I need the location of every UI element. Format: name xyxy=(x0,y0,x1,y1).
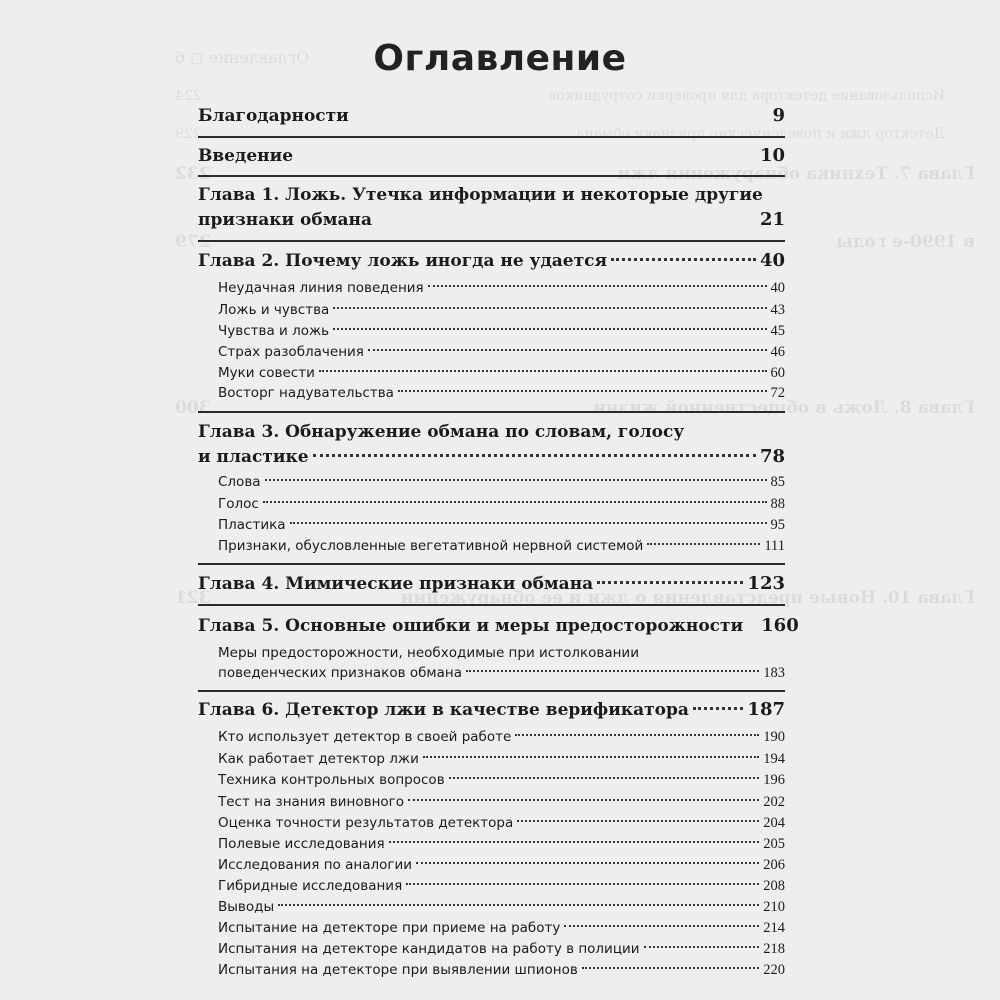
section-label: Слова xyxy=(218,474,261,490)
section-page: 88 xyxy=(770,496,785,512)
section-page: 204 xyxy=(763,815,785,831)
section-entry[interactable] xyxy=(218,470,785,494)
show-through-line: Детектор лжи и поведенческие признаки обмана 229 xyxy=(175,126,945,142)
section-page: 111 xyxy=(764,538,785,554)
section-page: 95 xyxy=(770,517,785,533)
section-label: Муки совести xyxy=(218,365,315,381)
divider-rule xyxy=(198,411,785,413)
dot-leader xyxy=(515,734,759,736)
section-page: 220 xyxy=(763,962,785,978)
toc-entry-label: Введение xyxy=(198,146,294,166)
section-label: Испытание на детекторе при приеме на работу xyxy=(218,920,561,936)
chapter-4-title: Глава 4. Мимические признаки обмана xyxy=(198,574,594,594)
dot-leader xyxy=(406,883,759,885)
section-label: Чувства и ложь xyxy=(218,323,330,339)
chapter-5-title: Глава 5. Основные ошибки и меры предосторожности xyxy=(198,616,744,636)
divider-rule xyxy=(198,690,785,692)
chapter-5-entry[interactable] xyxy=(198,614,799,638)
section-label: Исследования по аналогии xyxy=(218,857,412,873)
chapter-3-page: 78 xyxy=(759,446,785,467)
section-page: 72 xyxy=(770,385,785,401)
chapter-1-page: 21 xyxy=(759,209,785,230)
section-label: Кто использует детектор в своей работе xyxy=(218,729,512,745)
chapter-3-title-line2: и пластике xyxy=(198,447,309,467)
section-label: Техника контрольных вопросов xyxy=(218,772,445,788)
section-label: Неудачная линия поведения xyxy=(218,280,424,296)
section-label: Признаки, обусловленные вегетативной нервной системой xyxy=(218,538,644,554)
section-page: 206 xyxy=(763,857,785,873)
section-page: 60 xyxy=(770,365,785,381)
show-through-line: Глава 8. Ложь в общественной жизни 300 xyxy=(175,398,975,418)
section-label: поведенческих признаков обмана xyxy=(218,665,462,681)
dot-leader xyxy=(611,258,756,261)
section-entry-line1[interactable]: Меры предосторожности, необходимые при истолковании xyxy=(218,645,639,661)
dot-leader xyxy=(290,522,767,524)
section-label: Ложь и чувства xyxy=(218,302,330,318)
page-title: Оглавление xyxy=(373,38,627,79)
section-page: 43 xyxy=(770,302,785,318)
chapter-1-title-line1[interactable]: Глава 1. Ложь. Утечка информации и некоторые другие xyxy=(198,185,763,205)
section-page: 210 xyxy=(763,899,785,915)
section-entry[interactable] xyxy=(218,276,785,300)
dot-leader xyxy=(597,581,743,584)
dot-leader xyxy=(564,925,759,927)
divider-rule xyxy=(198,175,785,177)
chapter-4-page: 123 xyxy=(747,573,785,594)
section-page: 45 xyxy=(770,323,785,339)
section-page: 40 xyxy=(770,280,785,296)
section-page: 196 xyxy=(763,772,785,788)
section-page: 208 xyxy=(763,878,785,894)
show-through-line: Глава 10. Новые представления о лжи и ее обнаружении 321 xyxy=(175,588,975,608)
section-label: Оценка точности результатов детектора xyxy=(218,815,514,831)
dot-leader xyxy=(582,967,759,969)
section-label: Голос xyxy=(218,496,259,512)
chapter-2-title: Глава 2. Почему ложь иногда не удается xyxy=(198,251,608,271)
section-entry[interactable] xyxy=(218,534,785,558)
divider-rule xyxy=(198,240,785,242)
chapter-6-entry[interactable] xyxy=(198,698,785,722)
chapter-4-entry[interactable] xyxy=(198,572,785,596)
chapter-2-entry[interactable] xyxy=(198,249,785,273)
dot-leader xyxy=(517,820,759,822)
chapter-3-entry[interactable] xyxy=(198,445,785,469)
section-label: Восторг надувательства xyxy=(218,385,394,401)
section-label: Страх разоблачения xyxy=(218,344,364,360)
section-label: Как работает детектор лжи xyxy=(218,751,419,767)
dot-leader xyxy=(319,370,767,372)
chapter-6-page: 187 xyxy=(747,699,785,720)
section-entry[interactable] xyxy=(218,768,785,792)
section-label: Пластика xyxy=(218,517,286,533)
section-label: Выводы xyxy=(218,899,275,915)
dot-leader xyxy=(408,799,759,801)
dot-leader xyxy=(416,862,759,864)
section-page: 218 xyxy=(763,941,785,957)
dot-leader xyxy=(278,904,759,906)
section-page: 194 xyxy=(763,751,785,767)
show-through-header: Оглавление ◻ 6 xyxy=(175,48,310,67)
section-page: 214 xyxy=(763,920,785,936)
dot-leader xyxy=(466,670,759,672)
section-page: 46 xyxy=(770,344,785,360)
section-label: Полевые исследования xyxy=(218,836,385,852)
dot-leader xyxy=(644,946,760,948)
section-page: 85 xyxy=(770,474,785,490)
divider-rule xyxy=(198,136,785,138)
dot-leader xyxy=(368,349,767,351)
section-label: Тест на знания виновного xyxy=(218,794,405,810)
dot-leader xyxy=(313,454,756,457)
dot-leader xyxy=(389,841,760,843)
section-entry[interactable] xyxy=(218,381,785,405)
section-label: Испытания на детекторе кандидатов на работу в полиции xyxy=(218,941,640,957)
divider-rule xyxy=(198,563,785,565)
toc-entry-page: 10 xyxy=(759,145,785,166)
toc-entry-acknowledgements[interactable] xyxy=(198,104,785,128)
section-page: 190 xyxy=(763,729,785,745)
dot-leader xyxy=(693,707,744,710)
dot-leader xyxy=(398,390,767,392)
dot-leader xyxy=(423,756,759,758)
divider-rule xyxy=(198,604,785,606)
section-label: Гибридные исследования xyxy=(218,878,403,894)
dot-leader xyxy=(449,777,760,779)
dot-leader xyxy=(333,307,766,309)
section-label: Испытания на детекторе при выявлении шпионов xyxy=(218,962,578,978)
dot-leader xyxy=(428,285,767,287)
section-entry[interactable] xyxy=(218,661,785,685)
toc-entry-introduction[interactable] xyxy=(198,144,785,168)
dot-leader xyxy=(263,501,767,503)
toc-entry-page: 9 xyxy=(772,105,785,126)
section-page: 202 xyxy=(763,794,785,810)
section-page: 183 xyxy=(763,665,785,681)
dot-leader xyxy=(647,543,760,545)
chapter-5-page: 160 xyxy=(761,615,799,636)
dot-leader xyxy=(265,479,767,481)
toc-entry-label: Благодарности xyxy=(198,106,349,126)
show-through-line: Использование детектора для проверки сотрудников 224 xyxy=(175,88,945,104)
chapter-6-title: Глава 6. Детектор лжи в качестве верификатора xyxy=(198,700,689,720)
section-entry[interactable] xyxy=(218,725,785,749)
section-entry[interactable] xyxy=(218,958,785,982)
show-through-line: Глава 7. Техника обнаружения лжи 232 xyxy=(175,164,975,184)
chapter-2-page: 40 xyxy=(759,250,785,271)
section-page: 205 xyxy=(763,836,785,852)
chapter-1-title-line2: признаки обмана xyxy=(198,210,372,230)
show-through-line: в 1990-е годы 279 xyxy=(175,232,975,252)
chapter-3-title-line1[interactable]: Глава 3. Обнаружение обмана по словам, голосу xyxy=(198,422,685,442)
chapter-1-entry[interactable] xyxy=(198,208,785,232)
dot-leader xyxy=(333,328,766,330)
